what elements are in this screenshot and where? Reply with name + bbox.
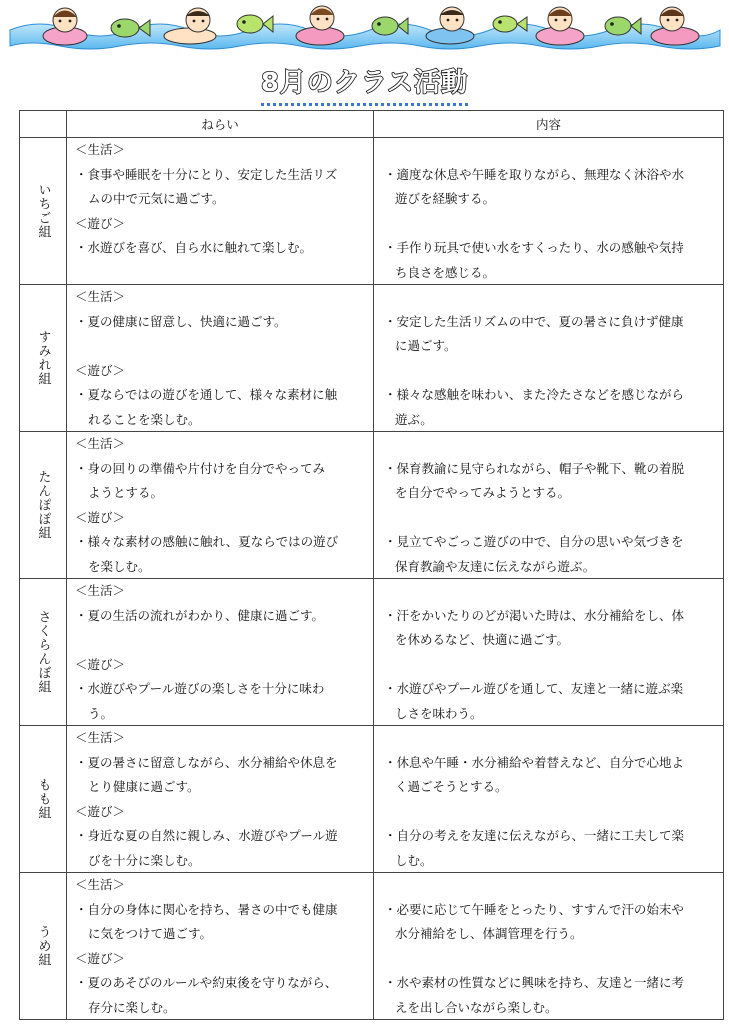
content-cell	[374, 285, 724, 432]
aim-text-line: れることを楽しむ。	[88, 411, 201, 427]
section-heading: ＜遊び＞	[75, 656, 126, 672]
table-row	[20, 138, 724, 285]
content-text-line: 遊びを経験する。	[395, 191, 496, 206]
aim-text-line: ようとする。	[88, 485, 164, 500]
section-heading: ＜生活＞	[75, 289, 126, 304]
aim-cell	[67, 432, 374, 579]
aim-text-line: う。	[88, 705, 114, 721]
section-heading: ＜遊び＞	[75, 509, 126, 525]
table-row	[20, 285, 724, 432]
content-text-line: しむ。	[395, 852, 433, 868]
swimmer-girl-icon	[296, 6, 344, 45]
aim-text-line: ・夏の生活の流れがわかり、健康に過ごす。	[75, 607, 325, 623]
section-heading: ＜遊び＞	[75, 950, 126, 966]
aim-text-line: ・身近な夏の自然に親しみ、水遊びやプール遊	[75, 828, 338, 843]
class-name: すみれ組	[35, 330, 51, 386]
aim-cell	[67, 579, 374, 726]
class-name-cell	[20, 726, 67, 873]
content-text-line: ・手作り玩具で使い水をすくったり、水の感触や気持	[384, 240, 684, 255]
content-text-line: 水分補給をし、体調管理を行う。	[395, 926, 583, 941]
section-heading: ＜遊び＞	[75, 215, 126, 231]
swimming-kids-banner	[0, 0, 729, 56]
aim-text-line: ・夏の健康に留意し、快適に過ごす。	[75, 313, 287, 329]
aim-text-line: ・夏のあそびのルールや約束後を守りながら、	[75, 975, 338, 990]
content-text-line: ・水や素材の性質などに興味を持ち、友達と一緒に考	[384, 975, 685, 990]
section-heading: ＜生活＞	[75, 142, 126, 157]
content-cell	[374, 579, 724, 726]
content-text-line: ・水遊びやプール遊びを通して、友達と一緒に遊ぶ楽	[384, 681, 684, 696]
content-text-line: を自分でやってみようとする。	[395, 485, 571, 500]
aim-text-line: ・水遊びやプール遊びの楽しさを十分に味わ	[75, 681, 325, 696]
aim-text-line: ムの中で元気に過ごす。	[88, 191, 225, 206]
class-name: いちご組	[35, 183, 51, 239]
content-text-line: ち良さを感じる。	[395, 264, 496, 280]
aim-text-line: に気をつけて過ごす。	[88, 926, 213, 941]
swimmer-girl-icon	[536, 7, 584, 45]
content-text-line: ・汗をかいたりのどが渇いた時は、水分補給をし、体	[384, 607, 685, 623]
aim-text-line: ・様々な素材の感触に触れ、夏ならではの遊び	[75, 534, 339, 549]
class-name-cell	[20, 432, 67, 579]
content-text-line: ・自分の考えを友達に伝えながら、一緒に工夫して楽	[384, 828, 685, 843]
header-aim: ねらい	[67, 111, 374, 138]
section-heading: ＜遊び＞	[75, 362, 126, 378]
content-text-line: ・適度な休息や午睡を取りながら、無理なく沐浴や水	[384, 166, 685, 182]
table-header-row	[20, 111, 724, 138]
aim-cell	[67, 285, 374, 432]
content-text-line: く過ごそうとする。	[395, 779, 508, 794]
class-name: うめ組	[35, 925, 51, 967]
aim-cell	[67, 726, 374, 873]
content-text-line: を休めるなど、快適に過ごす。	[395, 632, 570, 647]
class-name-cell	[20, 138, 67, 285]
section-heading: ＜生活＞	[75, 730, 126, 745]
class-name: もも組	[35, 778, 51, 820]
aim-text-line: ・身の回りの準備や片付けを自分でやってみ	[75, 460, 326, 476]
content-text-line: 遊ぶ。	[395, 411, 433, 427]
section-heading: ＜遊び＞	[75, 803, 126, 819]
class-activity-table	[19, 110, 724, 1020]
content-text-line: ・保育教諭に見守られながら、帽子や靴下、靴の着脱	[384, 460, 685, 476]
title-area	[0, 62, 729, 106]
aim-text-line: ・水遊びを喜び、自ら水に触れて楽しむ。	[75, 240, 313, 255]
aim-cell	[67, 873, 374, 1020]
aim-text-line: ・食事や睡眠を十分にとり、安定した生活リズ	[75, 166, 338, 182]
class-name: たんぽぽ組	[35, 470, 51, 540]
class-name-cell	[20, 579, 67, 726]
content-text-line: ・安定した生活リズムの中で、夏の暑さに負けず健康	[384, 313, 684, 329]
content-text-line: しさを味わう。	[395, 705, 483, 721]
aim-cell	[67, 138, 374, 285]
table-row	[20, 873, 724, 1020]
table-row	[20, 579, 724, 726]
header-content: 内容	[374, 111, 724, 138]
header-class	[20, 111, 67, 138]
content-cell	[374, 432, 724, 579]
class-name: さくらんぼ組	[35, 610, 51, 694]
aim-text-line: びを十分に楽しむ。	[88, 852, 201, 868]
swimmer-boy-icon	[426, 7, 474, 44]
content-text-line: ・必要に応じて午睡をとったり、すすんで汗の始末や	[384, 901, 684, 917]
page-title: 8月のクラス活動	[261, 62, 468, 106]
content-text-line: ・休息や午睡・水分補給や着替えなど、自分で心地よ	[384, 754, 685, 770]
aim-text-line: ・自分の身体に関心を持ち、暑さの中でも健康	[75, 901, 338, 917]
class-name-cell	[20, 873, 67, 1020]
aim-text-line: 存分に楽しむ。	[88, 999, 176, 1015]
content-text-line: ・見立てやごっこ遊びの中で、自分の思いや気づきを	[384, 534, 684, 549]
table-row	[20, 726, 724, 873]
section-heading: ＜生活＞	[75, 877, 126, 892]
aim-text-line: を楽しむ。	[88, 558, 151, 574]
content-cell	[374, 138, 724, 285]
content-text-line: 保育教諭や友達に伝えながら遊ぶ。	[395, 558, 596, 574]
class-name-cell	[20, 285, 67, 432]
content-cell	[374, 726, 724, 873]
content-cell	[374, 873, 724, 1020]
content-text-line: ・様々な感触を味わい、また冷たさなどを感じながら	[384, 387, 685, 402]
aim-text-line: ・夏ならではの遊びを通して、様々な素材に触	[75, 387, 338, 402]
section-heading: ＜生活＞	[75, 583, 126, 598]
section-heading: ＜生活＞	[75, 436, 126, 451]
content-text-line: えを出し合いながら楽しむ。	[395, 999, 558, 1015]
table-row	[20, 432, 724, 579]
content-text-line: に過ごす。	[395, 338, 457, 353]
aim-text-line: とり健康に過ごす。	[88, 779, 200, 794]
aim-text-line: ・夏の暑さに留意しながら、水分補給や休息を	[75, 754, 338, 770]
